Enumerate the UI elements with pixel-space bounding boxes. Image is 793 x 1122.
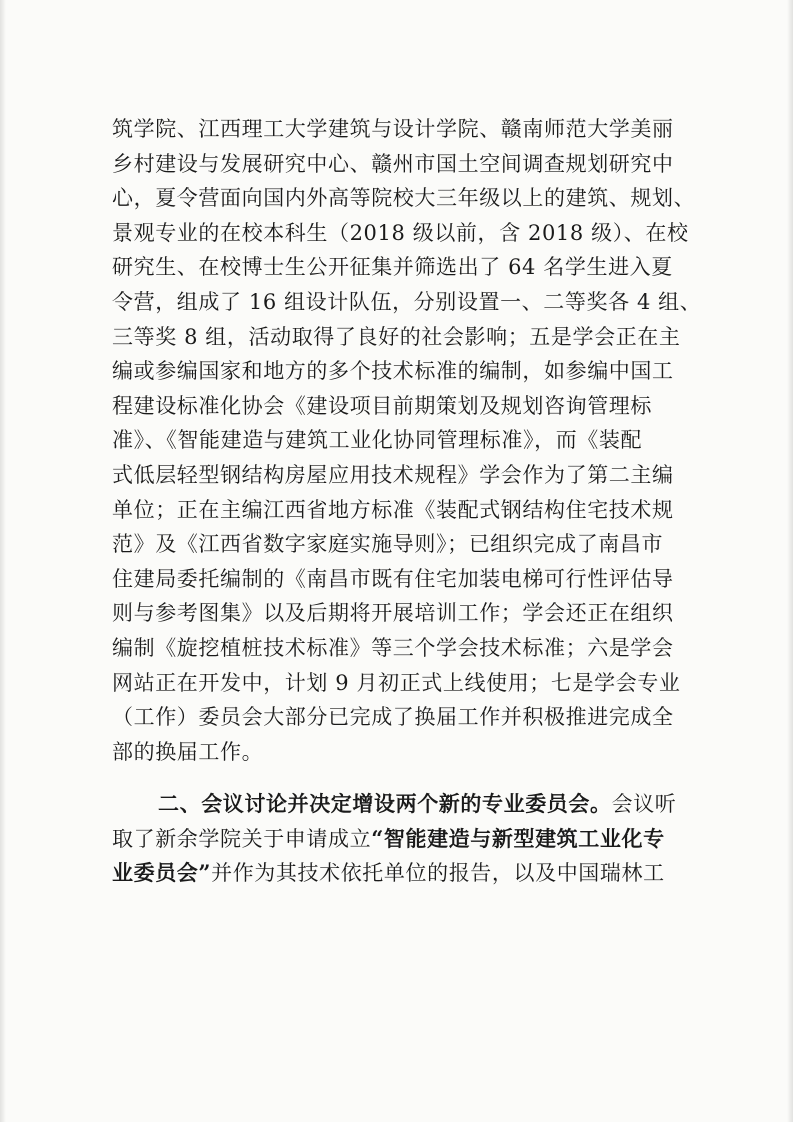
committee-name: 业委员会” <box>112 860 212 886</box>
text-line <box>112 856 686 891</box>
text-line: 筑学院、江西理工大学建筑与设计学院、赣南师范大学美丽 <box>112 117 674 141</box>
text-line <box>112 787 686 822</box>
text-line: 式低层轻型钢结构房屋应用技术规程》学会作为了第二主编 <box>112 462 674 487</box>
scan-shadow-right <box>787 0 793 1122</box>
paragraph-gap <box>112 769 686 787</box>
text-line: 程建设标准化协会《建设项目前期策划及规划咨询管理标 <box>112 393 652 418</box>
text-line: 网站正在开发中，计划 9 月初正式上线使用；七是学会专业 <box>112 670 681 695</box>
text-line: 三等奖 8 组，活动取得了良好的社会影响；五是学会正在主 <box>112 324 681 349</box>
text-line: 则与参考图集》以及后期将开展培训工作；学会还正在组织 <box>112 601 674 626</box>
text-span: 会议听 <box>611 792 677 817</box>
text-line: 住建局委托编制的《南昌市既有住宅加装电梯可行性评估导 <box>112 566 674 591</box>
text-span: 取了新余学院关于申请成立 <box>112 826 372 851</box>
text-line: 研究生、在校博士生公开征集并筛选出了 64 名学生进入夏 <box>112 255 673 280</box>
text-span: 并作为其技术依托单位的报告，以及中国瑞林工 <box>211 861 665 886</box>
text-line <box>112 822 686 857</box>
text-line: 心，夏令营面向国内外高等院校大三年级以上的建筑、规划、 <box>112 186 696 211</box>
scan-shadow-left <box>0 0 6 1122</box>
text-line: 编制《旋挖植桩技术标准》等三个学会技术标准；六是学会 <box>112 635 674 660</box>
text-line: 准》、《智能建造与建筑工业化协同管理标准》，而《装配 <box>112 428 643 453</box>
paragraph-2 <box>112 787 686 891</box>
text-line: 编或参编国家和地方的多个技术标准的编制，如参编中国工 <box>112 359 674 384</box>
text-line: 景观专业的在校本科生（2018 级以前，含 2018 级）、在校 <box>112 220 689 245</box>
text-line: 乡村建设与发展研究中心、赣州市国土空间调查规划研究中 <box>112 151 674 176</box>
text-line: 部的换届工作。 <box>112 739 264 764</box>
paragraph-1 <box>112 112 702 769</box>
committee-name: “智能建造与新型建筑工业化专 <box>371 825 665 851</box>
body-text <box>112 112 702 891</box>
text-line: 令营，组成了 16 组设计队伍，分别设置一、二等奖各 4 组、 <box>112 289 702 314</box>
section-heading: 二、会议讨论并决定增设两个新的专业委员会。 <box>158 791 612 817</box>
text-line: 范》及《江西省数字家庭实施导则》；已组织完成了南昌市 <box>112 532 664 557</box>
text-line: 单位；正在主编江西省地方标准《装配式钢结构住宅技术规 <box>112 497 674 522</box>
text-line: （工作）委员会大部分已完成了换届工作并积极推进完成全 <box>112 705 674 730</box>
